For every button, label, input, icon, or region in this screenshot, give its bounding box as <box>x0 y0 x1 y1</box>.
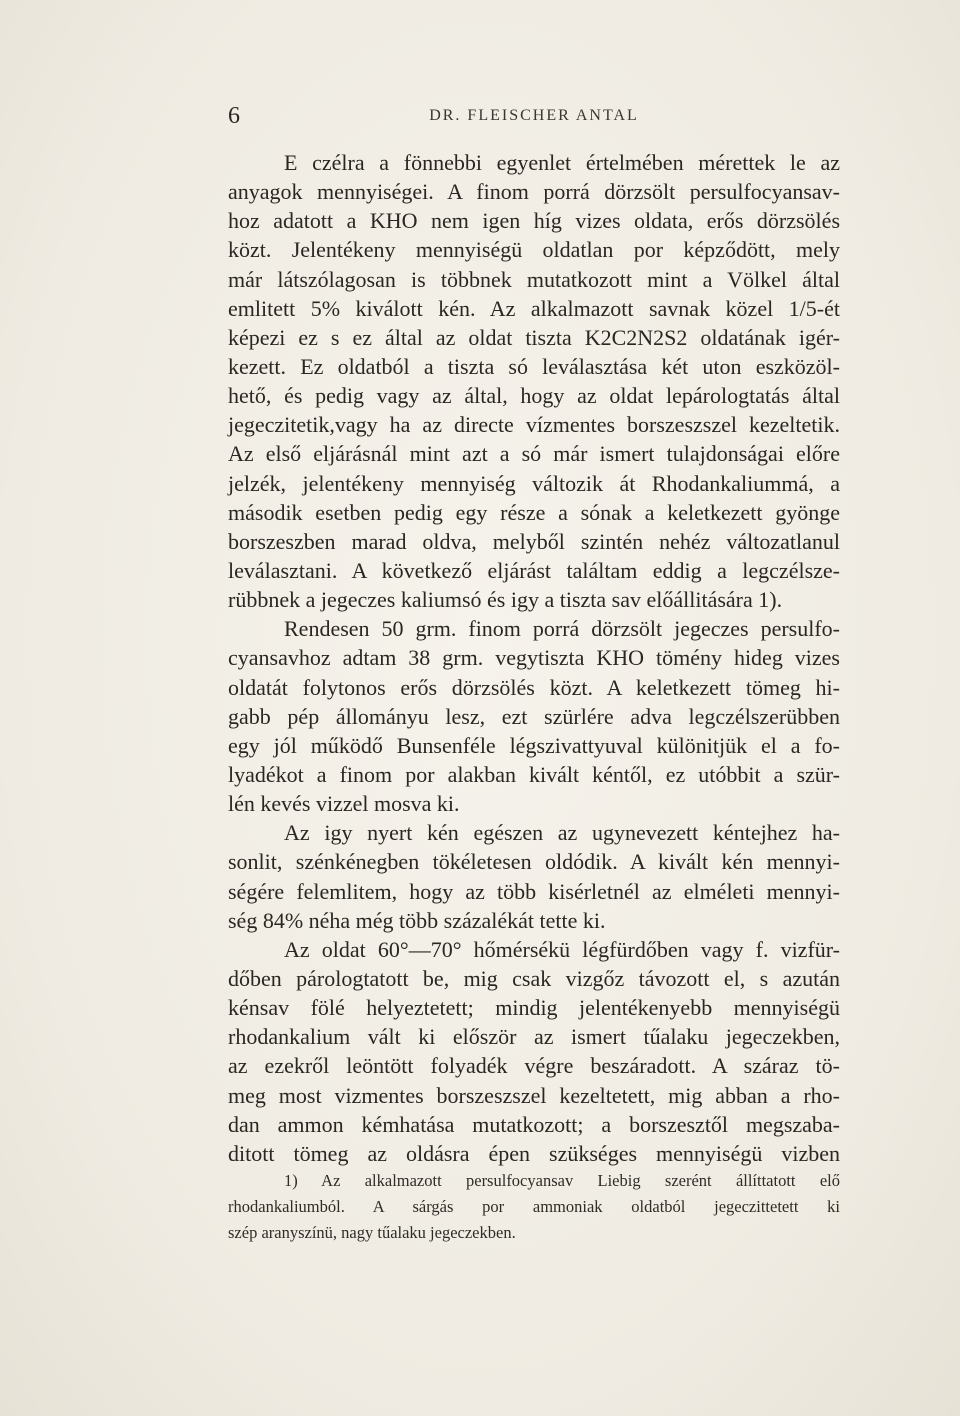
text-line: Az oldat 60°—70° hőmérsékü légfürdőben vagy f. vizfür- <box>284 936 840 962</box>
text-line: Az igy nyert kén egészen az ugynevezett kéntejhez ha- <box>284 820 840 846</box>
text-line: lyadékot a finom por alakban kivált kéntől, ez utóbbit a szür- <box>228 761 840 787</box>
text-line: hető, és pedig vagy az által, hogy az oldat lepárologtatás által <box>228 383 840 409</box>
footnote <box>228 1168 840 1246</box>
text-line: cyansavhoz adtam 38 grm. vegytiszta KHO tömény hideg vizes <box>228 645 840 671</box>
text-line: képezi ez s ez által az oldat tiszta K2C2N2S2 oldatának igér- <box>228 324 840 350</box>
text-line: lén kevés vizzel mosva ki. <box>228 791 460 817</box>
footnote-line: szép aranyszínü, nagy tűalaku jegeczekben. <box>228 1223 516 1242</box>
text-line: oldatát folytonos erős dörzsölés közt. A keletkezett tömeg hi- <box>228 674 840 700</box>
text-line: kénsav fölé helyeztetett; mindig jelentékenyebb mennyiségü <box>228 995 840 1021</box>
text-line: gabb pép állományu lesz, ezt szürlére adva legczélszerübben <box>228 703 840 729</box>
text-line: ség 84% néha még több százalékát tette ki. <box>228 907 606 933</box>
text-line: E czélra a fönnebbi egyenlet értelmében mérettek le az <box>284 150 840 175</box>
text-line: már látszólagosan is többnek mutatkozott mint a Völkel által <box>228 266 840 292</box>
text-line: Az első eljárásnál mint azt a só már ismert tulajdonságai előre <box>228 441 840 467</box>
text-line: emlitett 5% kiválott kén. Az alkalmazott savnak közel 1/5-ét <box>228 295 840 321</box>
text-line: dőben párologtatott be, mig csak vizgőz távozott el, s azután <box>228 965 840 991</box>
text-line: jelzék, jelentékeny mennyiség változik át Rhodankaliummá, a <box>228 470 840 496</box>
running-head: DR. FLEISCHER ANTAL <box>429 107 639 124</box>
footnote-line: rhodankaliumból. A sárgás por ammoniak oldatból jegeczittetett ki <box>228 1197 840 1216</box>
text-line: kezett. Ez oldatból a tiszta só leválasztása két uton eszközöl- <box>228 353 840 379</box>
text-line: Rendesen 50 grm. finom porrá dörzsölt jegeczes persulfo- <box>284 616 840 642</box>
text-line: sonlit, szénkénegben tökéletesen oldódik. A kivált kén mennyi- <box>228 849 840 875</box>
text-line: rübbnek a jegeczes kaliumsó és igy a tiszta sav előállitására 1). <box>228 587 783 613</box>
text-line: rhodankalium vált ki először az ismert tűalaku jegeczekben, <box>228 1024 840 1050</box>
page-header <box>228 98 840 134</box>
page-number: 6 <box>228 103 240 129</box>
text-line: anyagok mennyiségei. A finom porrá dörzsölt persulfocyansav- <box>228 179 840 205</box>
text-line: leválasztani. A következő eljárást találtam eddig a legczélsze- <box>228 557 840 583</box>
text-line: egy jól működő Bunsenféle légszivattyuval különitjük el a fo- <box>228 732 840 758</box>
text-line: közt. Jelentékeny mennyiségü oldatlan por képződött, mely <box>228 237 840 263</box>
body-text <box>228 148 840 1168</box>
text-line: dan ammon kémhatása mutatkozott; a borszesztől megszaba- <box>228 1111 840 1137</box>
text-line: ditott tömeg az oldásra épen szükséges mennyiségü vizben <box>228 1140 840 1166</box>
text-line: ségére felemlitem, hogy az több kisérletnél az elméleti mennyi- <box>228 878 840 904</box>
text-line: hoz adatott a KHO nem igen híg vizes oldata, erős dörzsölés <box>228 208 840 234</box>
text-line: második esetben pedig egy része a sónak a keletkezett gyönge <box>228 499 840 525</box>
text-line: borszeszben marad oldva, melyből szintén nehéz változatlanul <box>228 528 840 554</box>
text-line: az ezekről leöntött folyadék végre beszáradott. A száraz tö- <box>228 1053 840 1079</box>
text-line: jegeczitetik,vagy ha az directe vízmentes borszeszszel kezeltetik. <box>228 412 840 438</box>
footnote-line: 1) Az alkalmazott persulfocyansav Liebig szerént állíttatott elő <box>284 1171 840 1190</box>
text-line: meg most vizmentes borszeszszel kezeltetett, mig abban a rho- <box>228 1082 840 1108</box>
